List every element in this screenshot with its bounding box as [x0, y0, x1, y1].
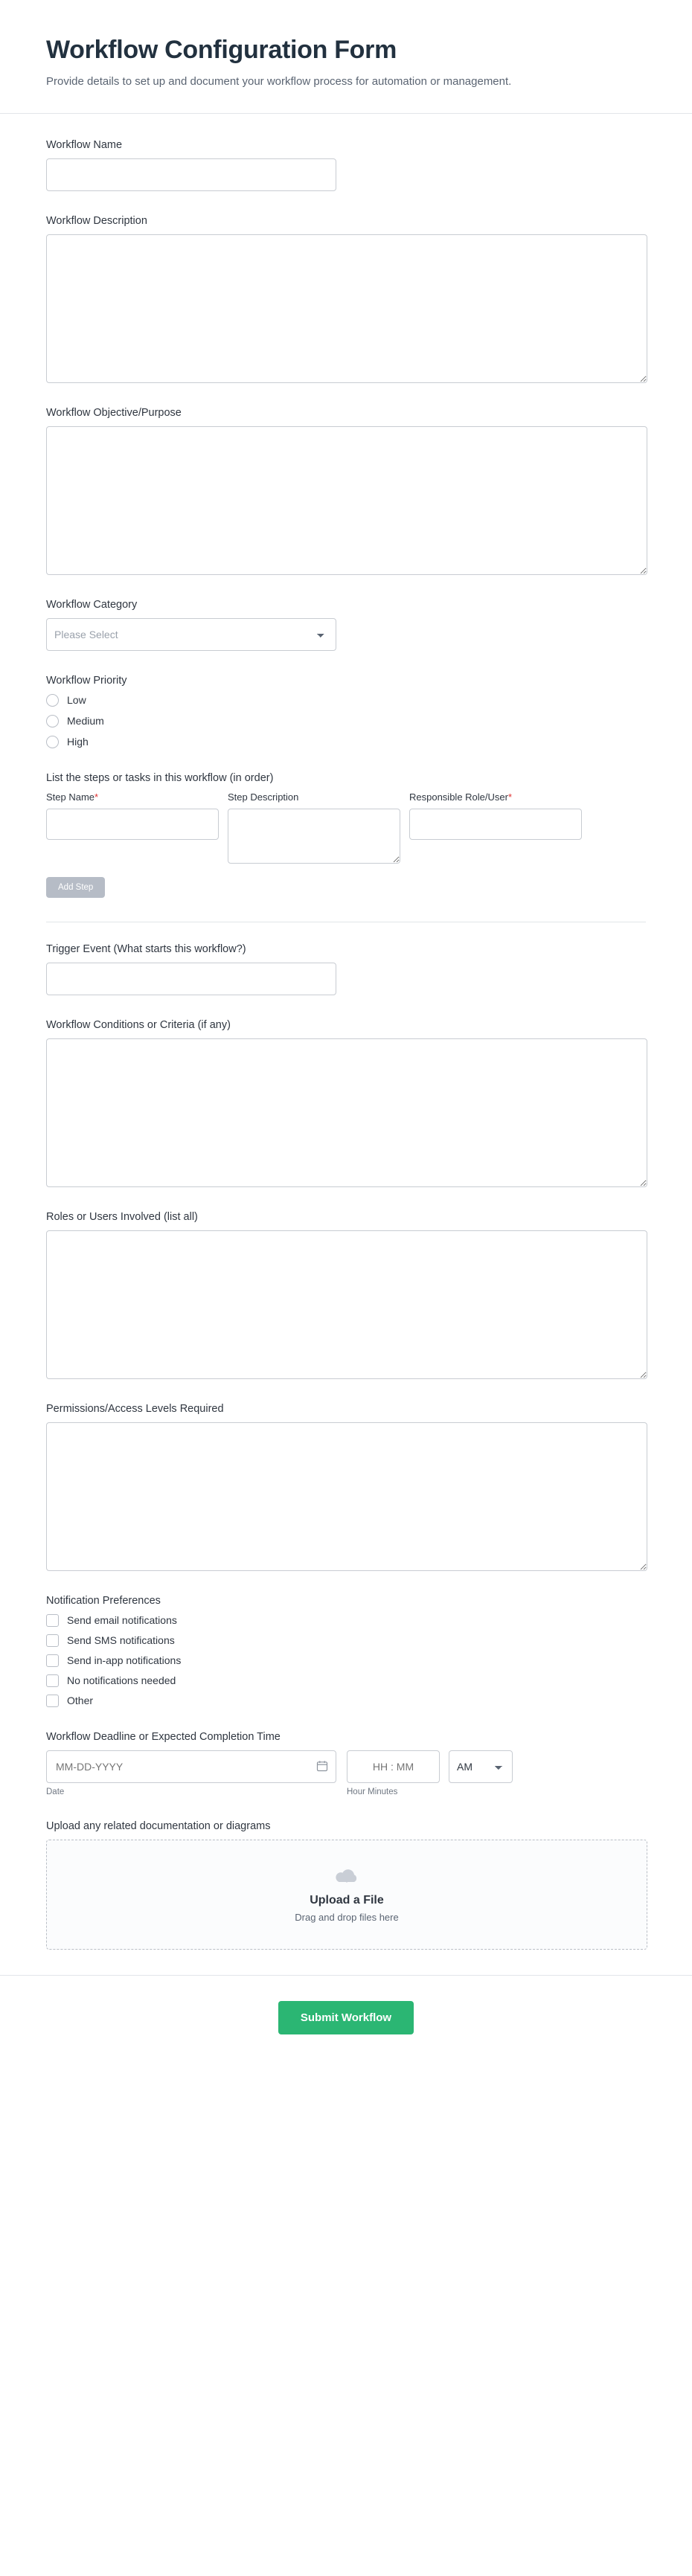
label-workflow-deadline: Workflow Deadline or Expected Completion Time — [46, 1730, 281, 1743]
label-workflow-objective: Workflow Objective/Purpose — [46, 406, 182, 419]
label-upload-documentation: Upload any related documentation or diagrams — [46, 1819, 271, 1832]
field-workflow-category — [46, 599, 646, 651]
field-workflow-objective — [46, 407, 646, 575]
workflow-objective-textarea[interactable] — [46, 426, 647, 575]
page-title: Workflow Configuration Form — [46, 36, 397, 64]
submit-workflow-button[interactable]: Submit Workflow — [278, 2001, 414, 2034]
field-upload-documentation — [46, 1820, 646, 1950]
radio-label-high: High — [67, 736, 89, 748]
deadline-time-group — [347, 1750, 440, 1796]
field-workflow-description — [46, 215, 646, 383]
steps-header-step-description-text: Step Description — [228, 791, 299, 803]
label-workflow-conditions: Workflow Conditions or Criteria (if any) — [46, 1018, 231, 1031]
checkbox-option-none[interactable] — [46, 1674, 646, 1687]
checkbox-label-none: No notifications needed — [67, 1674, 176, 1686]
radio-circle-icon[interactable] — [46, 736, 59, 748]
checkbox-option-email[interactable] — [46, 1614, 646, 1627]
table-row — [46, 809, 646, 864]
radio-option-low[interactable] — [46, 694, 646, 707]
radio-label-low: Low — [67, 694, 86, 706]
deadline-date-hint: Date — [46, 1787, 65, 1796]
steps-column-headers — [46, 791, 646, 809]
checkbox-square-icon[interactable] — [46, 1654, 59, 1667]
steps-cell-step-description — [228, 809, 405, 864]
steps-header-step-description — [228, 791, 405, 803]
steps-cell-responsible-role — [409, 809, 586, 840]
form-body — [0, 114, 692, 1950]
checkbox-square-icon[interactable] — [46, 1634, 59, 1647]
label-workflow-category: Workflow Category — [46, 598, 138, 611]
upload-title: Upload a File — [310, 1893, 384, 1907]
field-trigger-event — [46, 943, 646, 995]
calendar-icon[interactable] — [316, 1760, 328, 1772]
step-description-textarea[interactable] — [228, 809, 400, 864]
checkbox-label-other: Other — [67, 1695, 94, 1706]
upload-hint: Drag and drop files here — [295, 1911, 399, 1923]
trigger-event-input[interactable] — [46, 963, 336, 995]
workflow-conditions-textarea[interactable] — [46, 1038, 647, 1187]
workflow-description-textarea[interactable] — [46, 234, 647, 383]
required-indicator: * — [507, 791, 513, 803]
responsible-role-input[interactable] — [409, 809, 582, 840]
workflow-category-select[interactable] — [46, 618, 336, 651]
label-workflow-steps: List the steps or tasks in this workflow (in order) — [46, 771, 274, 784]
steps-header-responsible-role — [409, 791, 586, 803]
form-header — [0, 0, 692, 114]
deadline-row — [46, 1750, 646, 1796]
field-workflow-steps — [46, 772, 646, 898]
checkbox-label-inapp: Send in-app notifications — [67, 1654, 182, 1666]
workflow-name-input[interactable] — [46, 158, 336, 191]
checkbox-square-icon[interactable] — [46, 1695, 59, 1707]
checkbox-option-inapp[interactable] — [46, 1654, 646, 1667]
deadline-date-field — [46, 1750, 336, 1783]
radio-option-high[interactable] — [46, 736, 646, 748]
label-permissions: Permissions/Access Levels Required — [46, 1402, 224, 1415]
field-workflow-name — [46, 139, 646, 191]
deadline-time-input[interactable] — [347, 1750, 440, 1783]
checkbox-square-icon[interactable] — [46, 1614, 59, 1627]
steps-header-step-name-text: Step Name — [46, 791, 95, 803]
deadline-date-input[interactable] — [46, 1750, 336, 1783]
radio-label-medium: Medium — [67, 715, 104, 727]
checkbox-label-email: Send email notifications — [67, 1614, 177, 1626]
label-roles-users: Roles or Users Involved (list all) — [46, 1210, 198, 1223]
steps-header-responsible-role-text: Responsible Role/User — [409, 791, 508, 803]
page-subtitle: Provide details to set up and document your workflow process for automation or management. — [46, 75, 512, 88]
field-workflow-conditions — [46, 1019, 646, 1187]
cloud-upload-icon — [334, 1866, 359, 1889]
steps-cell-step-name — [46, 809, 223, 840]
roles-users-textarea[interactable] — [46, 1230, 647, 1379]
label-workflow-description: Workflow Description — [46, 214, 147, 227]
label-workflow-name: Workflow Name — [46, 138, 123, 151]
radio-option-medium[interactable] — [46, 715, 646, 727]
checkbox-square-icon[interactable] — [46, 1674, 59, 1687]
form-footer — [0, 1975, 692, 2069]
field-permissions — [46, 1403, 646, 1571]
add-step-button[interactable]: Add Step — [46, 877, 105, 898]
field-workflow-priority — [46, 675, 646, 748]
deadline-ampm-group — [449, 1750, 513, 1783]
radio-circle-icon[interactable] — [46, 715, 59, 727]
label-notification-preferences: Notification Preferences — [46, 1594, 161, 1607]
permissions-textarea[interactable] — [46, 1422, 647, 1571]
field-workflow-deadline — [46, 1731, 646, 1796]
checkbox-option-other[interactable] — [46, 1695, 646, 1707]
label-workflow-priority: Workflow Priority — [46, 674, 127, 687]
checkbox-label-sms: Send SMS notifications — [67, 1634, 175, 1646]
label-trigger-event: Trigger Event (What starts this workflow?) — [46, 942, 246, 955]
deadline-time-hint: Hour Minutes — [347, 1787, 398, 1796]
deadline-ampm-select[interactable] — [449, 1750, 513, 1783]
file-upload-dropzone[interactable] — [46, 1840, 647, 1950]
deadline-date-group — [46, 1750, 336, 1796]
checkbox-option-sms[interactable] — [46, 1634, 646, 1647]
required-indicator: * — [94, 791, 99, 803]
radio-circle-icon[interactable] — [46, 694, 59, 707]
step-name-input[interactable] — [46, 809, 219, 840]
steps-header-step-name — [46, 791, 223, 803]
field-roles-users — [46, 1211, 646, 1379]
field-notification-preferences — [46, 1595, 646, 1707]
